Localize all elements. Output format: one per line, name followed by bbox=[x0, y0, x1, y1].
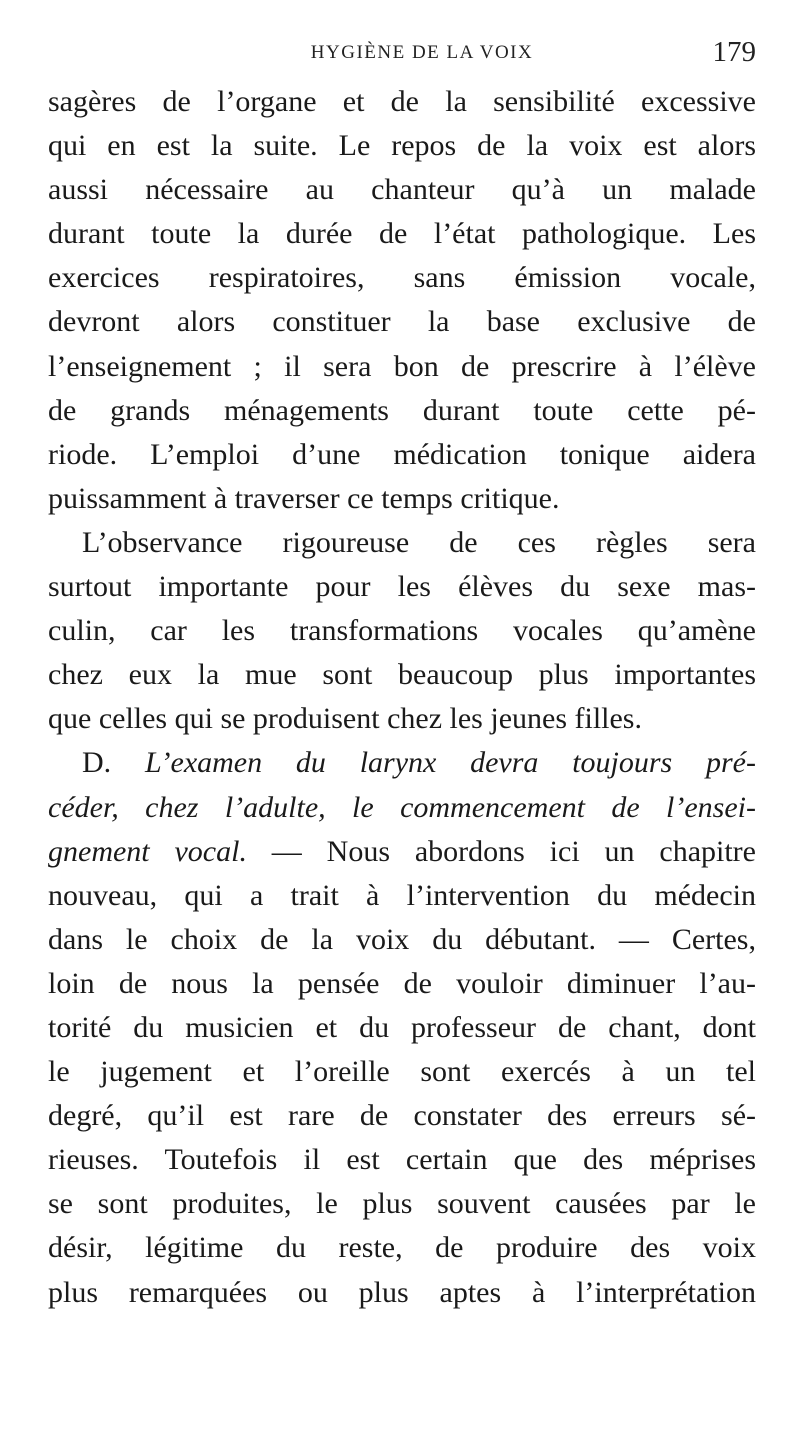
text-line: chez eux la mue sont beaucoup plus importantes bbox=[48, 658, 756, 692]
text-line: durant toute la durée de l’état pathologique. Les bbox=[48, 217, 756, 251]
text-line: l’enseignement ; il sera bon de prescrire à l’élève bbox=[48, 349, 756, 383]
text-line: sagères de l’organe et de la sensibilité excessive bbox=[48, 85, 756, 118]
text-line: désir, légitime du reste, de produire des voix bbox=[48, 1231, 756, 1265]
section-heading-italic: L’examen du larynx devra toujours pré- bbox=[144, 746, 756, 780]
text-line: devront alors constituer la base exclusive de bbox=[48, 305, 756, 339]
text-line: degré, qu’il est rare de constater des erreurs sé- bbox=[48, 1099, 756, 1133]
text-line: se sont produites, le plus souvent causées par le bbox=[48, 1187, 756, 1221]
text-line: puissamment à traverser ce temps critique. bbox=[48, 481, 560, 515]
section-heading-italic: gnement vocal. bbox=[48, 834, 247, 868]
text-line: loin de nous la pensée de vouloir diminuer l’au- bbox=[48, 966, 756, 1000]
text-line: rieuses. Toutefois il est certain que des méprises bbox=[48, 1143, 756, 1177]
text-line: surtout importante pour les élèves du sexe mas- bbox=[48, 570, 756, 604]
text-line: le jugement et l’oreille sont exercés à un tel bbox=[48, 1055, 756, 1089]
body-text bbox=[48, 80, 756, 1315]
text-line: plus remarquées ou plus aptes à l’interprétation bbox=[48, 1275, 756, 1309]
text-line: exercices respiratoires, sans émission vocale, bbox=[48, 261, 756, 295]
text-line: nouveau, qui a trait à l’intervention du médecin bbox=[48, 878, 756, 912]
text-line: aussi nécessaire au chanteur qu’à un malade bbox=[48, 173, 756, 207]
text-line: de grands ménagements durant toute cette pé- bbox=[48, 393, 756, 427]
text-line: culin, car les transformations vocales qu’amène bbox=[48, 614, 756, 648]
section-letter: D. bbox=[82, 746, 145, 780]
text-line: torité du musicien et du professeur de chant, dont bbox=[48, 1010, 756, 1044]
section-heading-end-line bbox=[48, 830, 756, 874]
text-line: que celles qui se produisent chez les jeunes filles. bbox=[48, 702, 642, 736]
section-heading-italic-line: céder, chez l’adulte, le commencement de l’ensei- bbox=[48, 790, 756, 824]
text-line: dans le choix de la voix du débutant. — Certes, bbox=[48, 922, 756, 956]
page-number: 179 bbox=[712, 36, 756, 68]
text-run: — Nous abordons ici un chapitre bbox=[246, 834, 756, 868]
running-title: HYGIÈNE DE LA VOIX bbox=[310, 42, 534, 63]
text-line: L’observance rigoureuse de ces règles sera bbox=[82, 525, 756, 559]
section-d-heading-line bbox=[48, 741, 756, 785]
page-header bbox=[48, 36, 756, 76]
text-line: qui en est la suite. Le repos de la voix est alors bbox=[48, 129, 756, 163]
text-line: riode. L’emploi d’une médication tonique aidera bbox=[48, 437, 756, 471]
